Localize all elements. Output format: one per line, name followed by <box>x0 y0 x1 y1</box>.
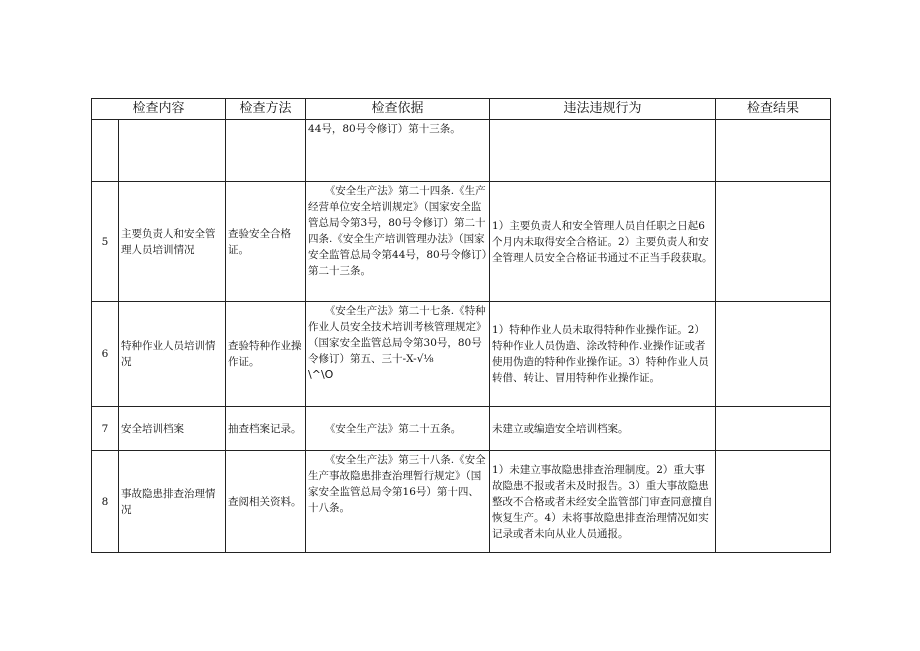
row-content: 事故隐患排查治理情况 <box>119 451 226 553</box>
row-violation: 1）特种作业人员未取得特种作业操作证。2）特种作业人员伪造、涂改特种作.业操作证或者使用伪造的特种作业操作证。3）特种作业人员转借、转让、冒用特种作业操作证。 <box>490 302 716 407</box>
row-result <box>716 407 831 451</box>
row-result <box>716 302 831 407</box>
row-number: 8 <box>92 451 119 553</box>
row-number: 7 <box>92 407 119 451</box>
inspection-table <box>91 98 831 553</box>
row-basis <box>306 451 490 553</box>
row-violation: 未建立或编造安全培训档案。 <box>490 407 716 451</box>
row-content: 安全培训档案 <box>119 407 226 451</box>
row-violation: 1）未建立事故隐患排查治理制度。2）重大事故隐患不报或者未及时报告。3）重大事故隐患整改不合格或者未经安全监管部门审查同意擅自恢复生产。4）未将事故隐患排查治理情况如实记录或者未向从业人员通报。 <box>490 451 716 553</box>
header-result: 检查结果 <box>716 99 831 120</box>
row-basis-extra: \^\O <box>308 368 334 381</box>
row-basis <box>306 182 490 302</box>
row-basis-text: 44号，80号令修订）第十三条。 <box>308 123 461 135</box>
row-basis-text: 《安全生产法》第二十七条.《特种作业人员安全技术培训考核管理规定》（国家安全监管总局令第30号，80号令修订）第五、三十-X-√⅛ <box>308 305 487 365</box>
row-method: 查验特种作业操作证。 <box>226 302 306 407</box>
row-basis-text: 《安全生产法》第二十四条.《生产经营单位安全培训规定》（国家安全监管总局令第3号，80号令修订）第二十四条.《安全生产培训管理办法》（国家安全监管总局令第44号，80号令修订）第二十三条。 <box>308 185 487 277</box>
table-row <box>92 302 831 407</box>
row-basis-text: 《安全生产法》第三十八条.《安全生产事故隐患排查治理暂行规定》（国家安全监管总局令第16号）第十四、十八条。 <box>308 454 486 514</box>
row-content: 特种作业人员培训情况 <box>119 302 226 407</box>
row-number: 5 <box>92 182 119 302</box>
row-method: 查阅相关资料。 <box>226 451 306 553</box>
table-row <box>92 120 831 182</box>
header-content: 检查内容 <box>92 99 226 120</box>
row-method: 抽查档案记录。 <box>226 407 306 451</box>
row-method <box>226 120 306 182</box>
header-method: 检查方法 <box>226 99 306 120</box>
header-basis: 检查依据 <box>306 99 490 120</box>
row-number <box>92 120 119 182</box>
row-basis <box>306 120 490 182</box>
row-violation: 1）主要负责人和安全管理人员自任职之日起6个月内未取得安全合格证。2）主要负责人和安全管理人员安全合格证书通过不正当手段获取。 <box>490 182 716 302</box>
table-row <box>92 451 831 553</box>
row-result <box>716 120 831 182</box>
header-violation: 违法违规行为 <box>490 99 716 120</box>
table-row <box>92 407 831 451</box>
row-content: 主要负责人和安全管理人员培训情况 <box>119 182 226 302</box>
row-content <box>119 120 226 182</box>
row-basis-text: 《安全生产法》第二十五条。 <box>324 423 462 435</box>
row-basis <box>306 407 490 451</box>
row-number: 6 <box>92 302 119 407</box>
header-row <box>92 99 831 120</box>
row-result <box>716 182 831 302</box>
row-violation <box>490 120 716 182</box>
row-method: 查验安全合格证。 <box>226 182 306 302</box>
row-result <box>716 451 831 553</box>
row-basis <box>306 302 490 407</box>
table-row <box>92 182 831 302</box>
